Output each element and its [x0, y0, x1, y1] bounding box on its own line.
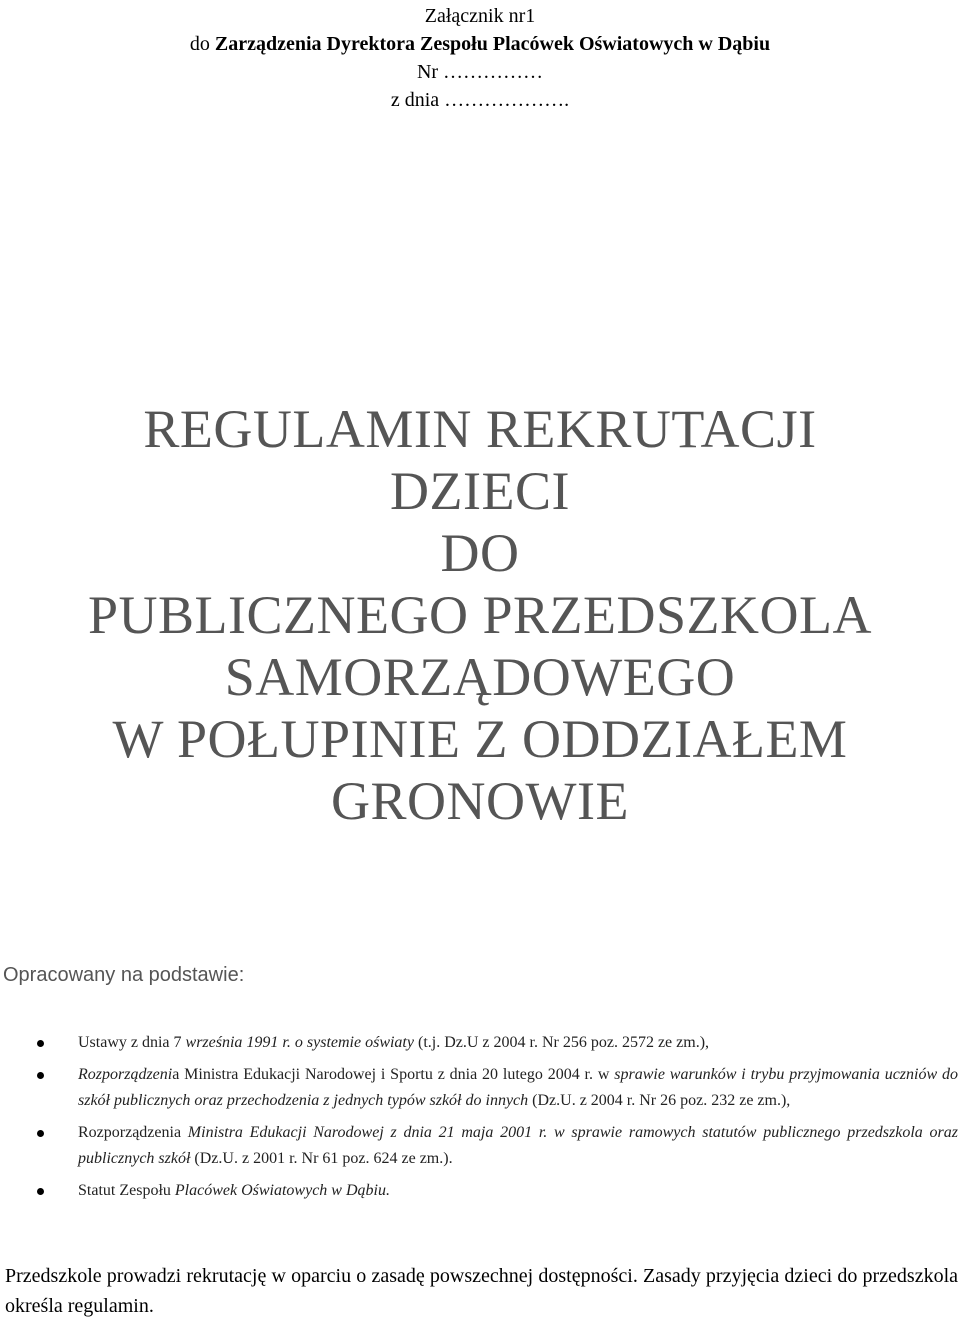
legal-basis-item — [34, 1030, 958, 1056]
closing-paragraph: Przedszkole prowadzi rekrutację w oparciu o zasadę powszechnej dostępności. Zasady przyjęcia dzieci do przedszkola określa regulamin. — [5, 1265, 958, 1317]
ordinance-number: Nr …………… — [416, 61, 544, 83]
title-line: REGULAMIN REKRUTACJI — [143, 399, 817, 459]
title-line: DO — [440, 523, 520, 583]
attachment-number: Załącznik nr1 — [424, 5, 536, 27]
item-text: (Dz.U. z 2001 r. Nr 61 poz. 624 ze zm.). — [190, 1150, 453, 1167]
title-line: W POŁUPINIE Z ODDZIAŁEM — [112, 709, 848, 769]
title-line: GRONOWIE — [331, 771, 629, 831]
item-text-italic: Placówek Oświatowych w Dąbiu. — [174, 1182, 390, 1199]
ordinance-line — [0, 30, 960, 58]
title-line: PUBLICZNEGO PRZEDSZKOLA — [87, 585, 872, 645]
attachment-header — [0, 2, 960, 114]
item-text-italic: Ministra Edukacji Narodowej z dnia 21 maja 2001 r. w sprawie ramowych statutów publicznego przedszkola oraz publicznych szkół — [78, 1124, 958, 1167]
item-text: Rozporządzeni — [78, 1124, 174, 1141]
item-text-italic: września 1991 r. o systemie oświaty — [185, 1034, 414, 1051]
legal-basis-list — [34, 1030, 958, 1210]
legal-basis-item — [34, 1178, 958, 1204]
basis-heading: Opracowany na podstawie: — [3, 964, 245, 986]
title-line: DZIECI — [390, 461, 570, 521]
ordinance-name: Zarządzenia Dyrektora Zespołu Placówek Oświatowych w Dąbiu — [214, 33, 771, 55]
document-title — [0, 398, 960, 832]
item-text-italic: sprawie warunków i trybu przyjmowania uczniów do szkół publicznych oraz przechodzenia z jednych typów szkół do innych — [78, 1066, 958, 1109]
title-line: SAMORZĄDOWEGO — [224, 647, 736, 707]
item-text-italic: Rozporządzeni — [78, 1066, 173, 1083]
item-text: Statut Zespołu — [78, 1182, 175, 1199]
ordinance-date: z dnia ………………. — [390, 89, 570, 111]
item-text: (Dz.U. z 2004 r. Nr 26 poz. 232 ze zm.), — [528, 1092, 791, 1109]
item-text: a — [173, 1124, 188, 1141]
legal-basis-item — [34, 1062, 958, 1114]
legal-basis-item — [34, 1120, 958, 1172]
item-text: Ustawy z dnia 7 — [78, 1034, 186, 1051]
item-text: (t.j. Dz.U z 2004 r. Nr 256 poz. 2572 ze zm.), — [413, 1034, 710, 1051]
item-text: a Ministra Edukacji Narodowej i Sportu z dnia 20 lutego 2004 r. w — [172, 1066, 615, 1083]
ordinance-prefix: do — [189, 33, 215, 55]
